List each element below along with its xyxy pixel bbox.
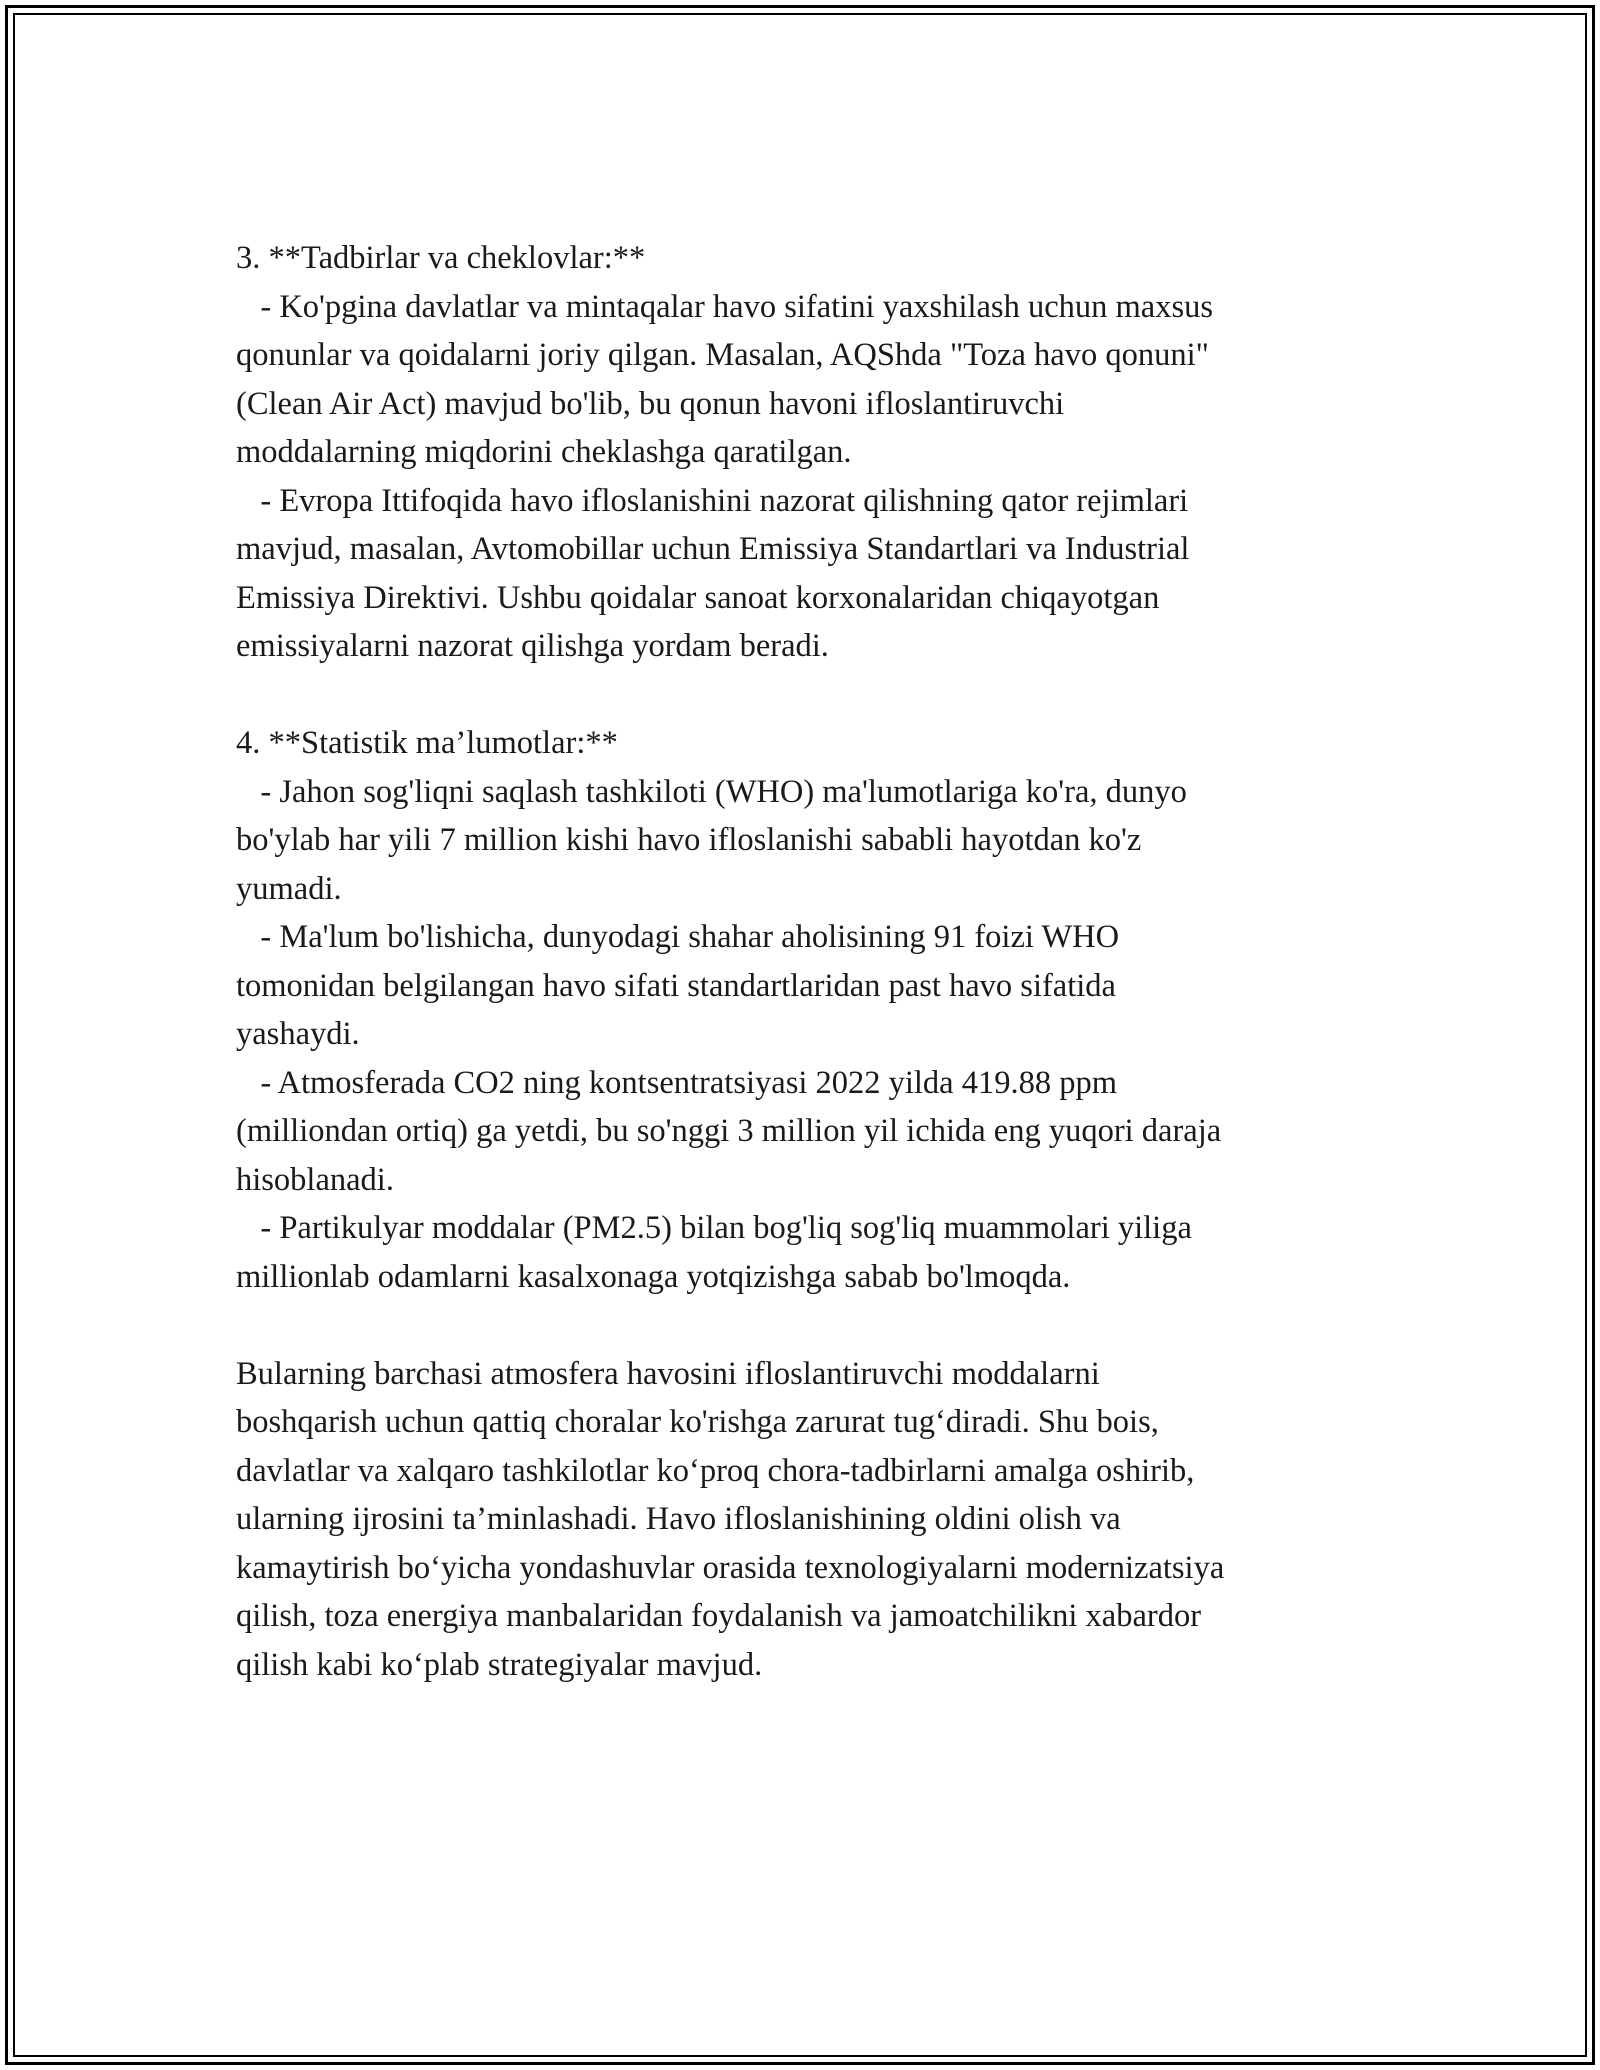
text-line: davlatlar va xalqaro tashkilotlar ko‘proq chora-tadbirlarni amalga oshirib, [236, 1452, 1195, 1489]
text-line: qonunlar va qoidalarni joriy qilgan. Masalan, AQShda "Toza havo qonuni" [236, 337, 1209, 373]
text-line: tomonidan belgilangan havo sifati standartlaridan past havo sifatida [236, 967, 1116, 1004]
section-heading: 3. **Tadbirlar va cheklovlar:** [236, 240, 646, 276]
document-body [236, 234, 1416, 1689]
text-line: boshqarish uchun qattiq choralar ko'rishga zarurat tug‘diradi. Shu bois, [236, 1404, 1159, 1440]
text-line: qilish, toza energiya manbalaridan foydalanish va jamoatchilikni xabardor [236, 1598, 1202, 1634]
conclusion-paragraph [236, 1350, 1416, 1690]
text-line: - Partikulyar moddalar (PM2.5) bilan bog'liq sog'liq muammolari yiliga [236, 1210, 1192, 1246]
text-line: (Clean Air Act) mavjud bo'lib, bu qonun havoni ifloslantiruvchi [236, 385, 1065, 422]
text-line: qilish kabi ko‘plab strategiyalar mavjud. [236, 1646, 763, 1683]
text-line: - Jahon sog'liqni saqlash tashkiloti (WHO) ma'lumotlariga ko'ra, dunyo [236, 773, 1187, 810]
text-line: Emissiya Direktivi. Ushbu qoidalar sanoat korxonalaridan chiqayotgan [236, 579, 1160, 616]
text-line: yashaydi. [236, 1016, 360, 1052]
paragraph-gap [236, 1301, 1416, 1350]
text-line: (milliondan ortiq) ga yetdi, bu so'nggi 3 million yil ichida eng yuqori daraja [236, 1113, 1222, 1149]
section-measures [236, 234, 1416, 671]
text-line: - Evropa Ittifoqida havo ifloslanishini nazorat qilishning qator rejimlari [236, 482, 1189, 519]
paragraph-gap [236, 671, 1416, 720]
section-statistics [236, 719, 1416, 1301]
text-line: Bularning barchasi atmosfera havosini ifloslantiruvchi moddalarni [236, 1355, 1100, 1392]
text-line: - Ko'pgina davlatlar va mintaqalar havo sifatini yaxshilash uchun maxsus [236, 288, 1213, 325]
section-heading: 4. **Statistik ma’lumotlar:** [236, 725, 618, 761]
text-line: moddalarning miqdorini cheklashga qaratilgan. [236, 434, 852, 470]
text-line: - Atmosferada CO2 ning kontsentratsiyasi 2022 yilda 419.88 ppm [236, 1064, 1118, 1101]
text-line: kamaytirish bo‘yicha yondashuvlar orasida texnologiyalarni modernizatsiya [236, 1549, 1225, 1586]
text-line: bo'ylab har yili 7 million kishi havo ifloslanishi sababli hayotdan ko'z [236, 822, 1142, 858]
text-line: ularning ijrosini ta’minlashadi. Havo ifloslanishining oldini olish va [236, 1501, 1121, 1537]
text-line: emissiyalarni nazorat qilishga yordam beradi. [236, 628, 829, 664]
text-line: millionlab odamlarni kasalxonaga yotqizishga sabab bo'lmoqda. [236, 1258, 1071, 1295]
text-line: hisoblanadi. [236, 1161, 394, 1198]
text-line: - Ma'lum bo'lishicha, dunyodagi shahar aholisining 91 foizi WHO [236, 919, 1120, 955]
text-line: yumadi. [236, 870, 342, 907]
text-line: mavjud, masalan, Avtomobillar uchun Emissiya Standartlari va Industrial [236, 531, 1190, 567]
